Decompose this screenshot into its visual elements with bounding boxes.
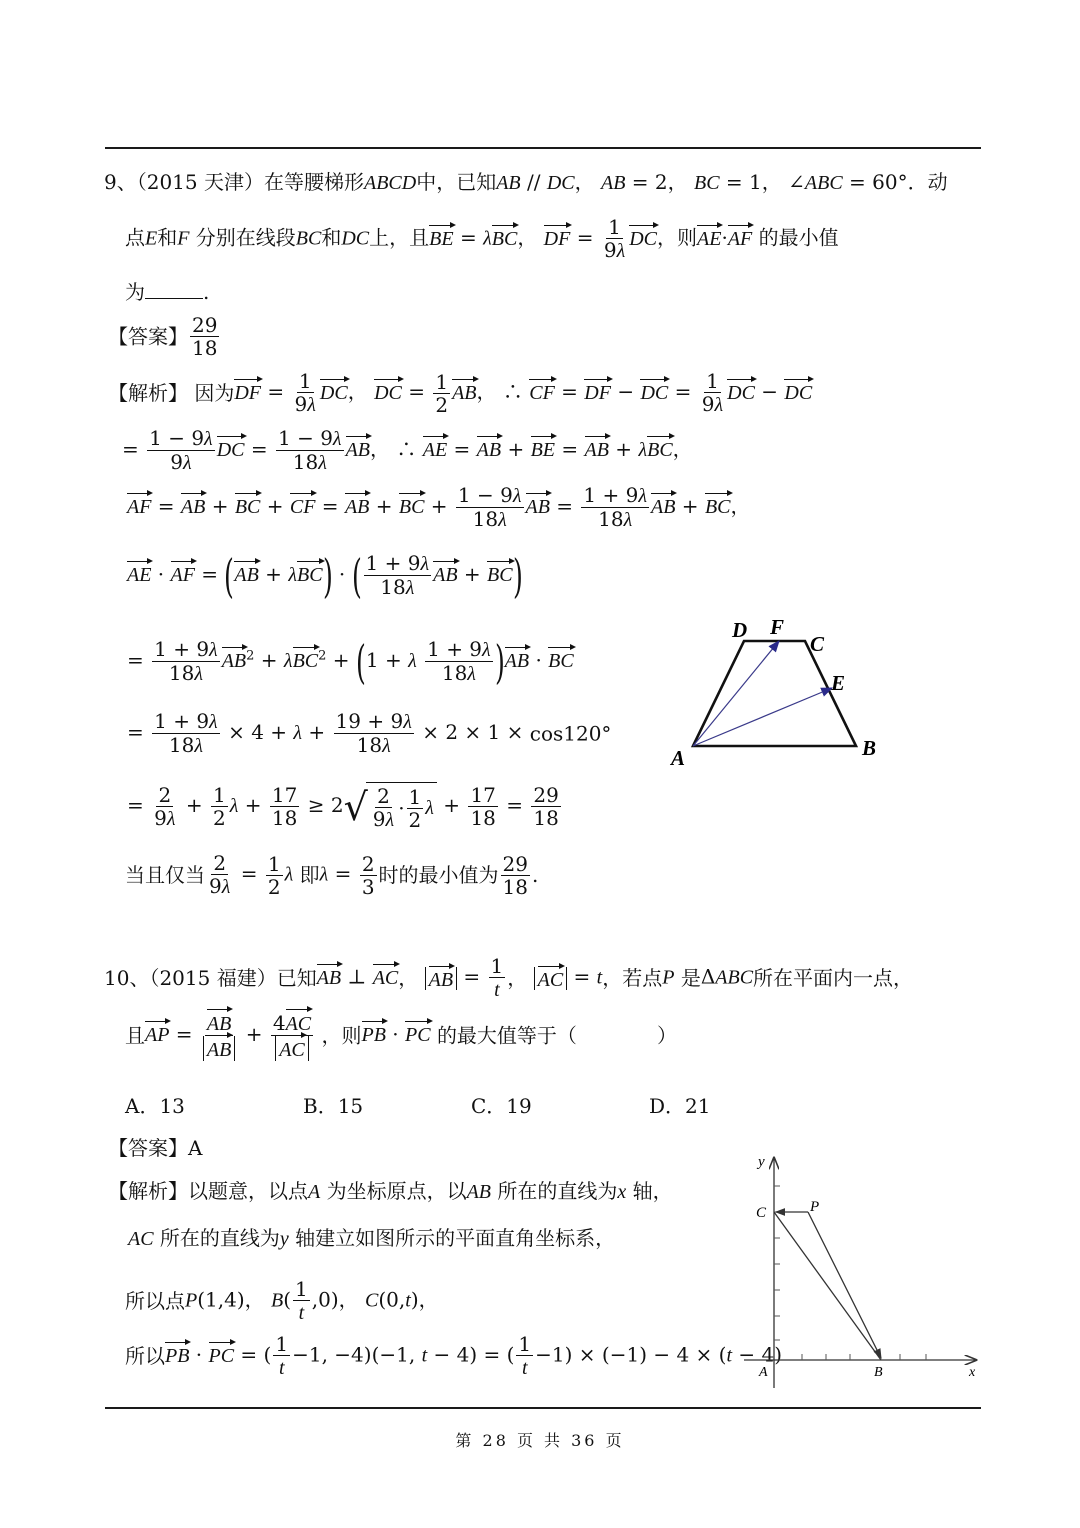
label-c: C [810, 632, 825, 656]
q9-analysis-final: 当且仅当 $\frac{2}{9\lambda}$ = $\frac{1}{2}$ λ 即λ = $\frac{2}{3}$ 时的最小值为 $\frac{29}{18}$ . [125, 851, 539, 899]
q10-line1: 10、（2015 福建）已知AB ⊥ AC， AB = $\frac{1}{t}$ ， AC = t，若点P 是ΔABC所在平面内一点， [104, 954, 914, 1001]
q10-line2: 且AP = $\frac{AB}{AB}$ + $\frac{4AC}{AC}$ ，则PB · PC 的最大值等于（ ） [125, 1011, 677, 1061]
q9-line1: 9、（2015 天津）在等腰梯形ABCD中，已知AB // DC， AB = 2， BC = 1， ∠ABC = 60°．动 [104, 170, 948, 194]
choice-c: C．19 [471, 1094, 532, 1118]
label-e: E [831, 671, 846, 695]
q10-analysis-3: 所以点P(1,4)， B( $\frac{1}{t}$ ,0)， C(0,t)， [125, 1277, 439, 1324]
label-x: x [969, 1365, 976, 1380]
q9-analysis-4: AE · AF = (AB + λBC) · ( $\frac{1 + 9\lambda}{18\lambda}$ AB + BC) [127, 548, 523, 603]
q9-analysis-7: = $\frac{2}{9\lambda}$ + $\frac{1}{2}$ λ + $\frac{17}{18}$ ≥ 2 √ $\frac{2}{9\lambda}$ · $\frac{1}{2}$ λ + $\frac{17}{18}$ = $\frac{29}{18}$ [127, 782, 559, 832]
q10-analysis-2: AC 所在的直线为y 轴建立如图所示的平面直角坐标系， [128, 1226, 616, 1250]
q10-answer: 【答案】A [108, 1136, 203, 1160]
label-c: C [756, 1205, 767, 1221]
q9-answer: 【答案】 $\frac{29}{18}$ [108, 313, 218, 360]
label-a: A [759, 1365, 768, 1380]
q10-analysis-1: 【解析】以题意，以点A 为坐标原点，以AB 所在的直线为x 轴， [108, 1179, 673, 1203]
vector-pb [808, 1212, 881, 1358]
label-a: A [671, 746, 686, 770]
vector-ae [693, 688, 832, 746]
coordinate-diagram [740, 1148, 985, 1388]
choice-a: A．13 [125, 1094, 185, 1118]
q9-number: 9、 [104, 170, 137, 194]
label-b: B [874, 1365, 883, 1380]
segment-cb [774, 1212, 881, 1360]
q9-line2: 点E和F 分别在线段BC和DC上，且BE = λBC， DF = $\frac{1}{9\lambda}$ DC，则AE·AF 的最小值 [125, 215, 839, 262]
q9-line3: 为 . [125, 280, 210, 304]
q9-analysis-2: = $\frac{1 - 9\lambda}{9\lambda}$ DC = $\frac{1 - 9\lambda}{18\lambda}$ AB， ∴ AE = AB + BE = AB + λBC， [122, 426, 693, 474]
label-p: P [810, 1199, 820, 1215]
q9-source: （2015 天津） [136, 170, 264, 194]
label-f: F [770, 615, 785, 639]
choice-b: B．15 [303, 1094, 364, 1118]
page-footer: 第 28 页 共 36 页 [455, 1431, 625, 1450]
label-d: D [732, 618, 748, 642]
label-y: y [758, 1154, 765, 1170]
q10-source: （2015 福建） [149, 966, 277, 990]
q9-analysis-1: 【解析】 因为DF = $\frac{1}{9\lambda}$ DC， DC = $\frac{1}{2}$ AB， ∴ CF = DF − DC = $\frac{1}{9\lambda}$ DC − DC [108, 369, 813, 417]
q9-analysis-6: = $\frac{1 + 9\lambda}{18\lambda}$ × 4 + λ + $\frac{19 + 9\lambda}{18\lambda}$ × 2 × 1 × cos120° [127, 709, 612, 757]
footer-rule [105, 1407, 981, 1409]
q10-analysis-4: 所以PB · PC = ( $\frac{1}{t}$ −1, −4)(−1, t − 4) = ( $\frac{1}{t}$ −1) × (−1) − 4 × (t − 4) [125, 1332, 783, 1379]
q9-analysis-3: AF = AB + BC + CF = AB + BC + $\frac{1 - 9\lambda}{18\lambda}$ AB = $\frac{1 + 9\lambda}{18\lambda}$ AB + BC， [127, 483, 751, 531]
q9-analysis-5: = $\frac{1 + 9\lambda}{18\lambda}$ $AB^2 + \lambda BC^2 + (1 + \lambda$ $\frac{1 + 9\lambda}{18\lambda}$ )AB · BC [127, 634, 574, 689]
answer-blank [145, 280, 203, 299]
q10-number: 10、 [104, 966, 150, 990]
trapezoid-diagram [660, 610, 890, 780]
label-b: B [862, 736, 877, 760]
q10-choices [125, 1096, 710, 1116]
header-rule [105, 147, 981, 149]
choice-d: D．21 [649, 1094, 711, 1118]
